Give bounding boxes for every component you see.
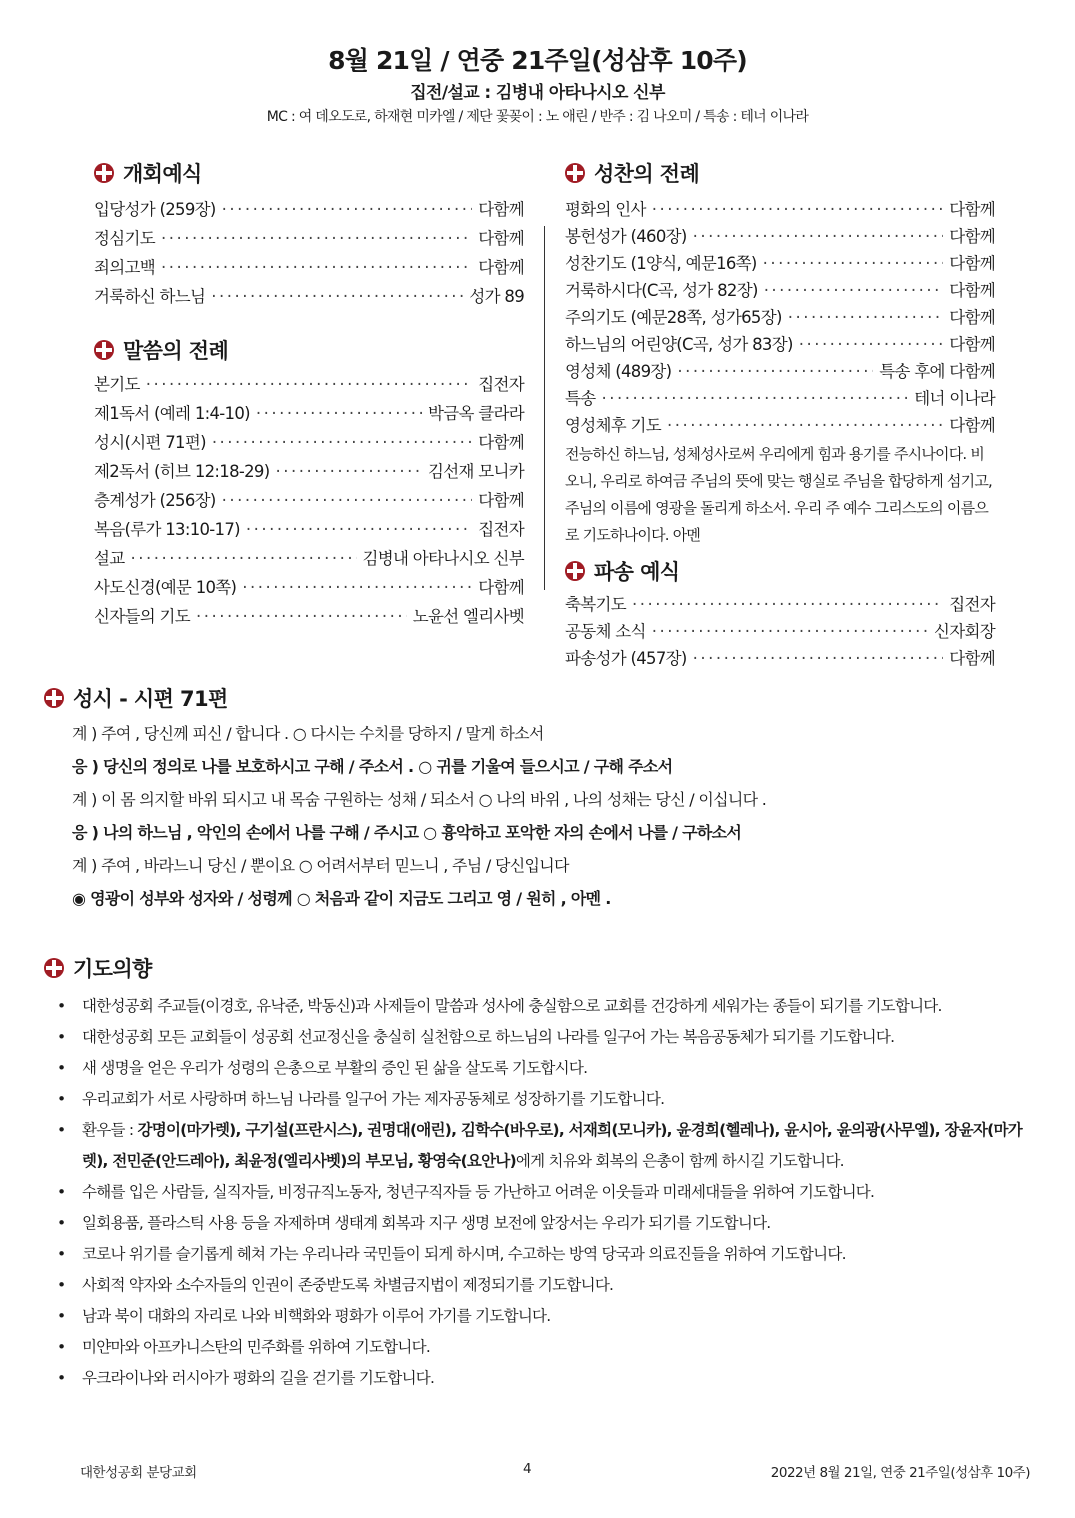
dot-leader [256,399,422,428]
dot-leader [693,645,944,672]
section-heading-dismissal [565,554,995,588]
dot-leader [632,591,943,618]
order-item [94,195,524,224]
order-item [565,385,995,412]
order-item [565,645,995,672]
order-item [565,196,995,223]
dismissal-list [565,591,995,672]
item-label: 영성체후 기도 [565,416,661,435]
dot-leader [788,304,944,331]
item-leader: 다함께 [478,200,524,219]
order-item [94,399,524,428]
item-label: 층계성가 (256장) [94,491,216,510]
prayer-intentions-section [44,951,1034,1394]
order-item [94,428,524,457]
order-item [94,253,524,282]
section-heading-intentions [44,951,1034,985]
dot-leader [212,428,472,457]
item-label: 신자들의 기도 [94,607,190,626]
section-heading-eucharist [565,156,995,190]
psalm-response: 응 ) 당신의 정의로 나를 보호하시고 구해 / 주소서 . ○ 귀를 기울여 들으시고 / 구해 주소서 [72,757,673,776]
item-leader: 다함께 [949,308,995,327]
section-title: 성찬의 전례 [594,162,700,186]
item-label: 거룩하시다(C곡, 성가 82장) [565,281,758,300]
dot-leader [161,253,472,282]
item-label: 파송성가 (457장) [565,649,687,668]
order-item [94,544,524,573]
dot-leader [242,573,472,602]
dot-leader [211,282,463,311]
psalm-doxology: ◉ 영광이 성부와 성자와 / 성령께 ○ 처음과 같이 지금도 그리고 영 / 원히 , 아멘 . [72,889,611,908]
intention-item: • 대한성공회 주교들(이경호, 유낙준, 박동신)과 사제들이 말씀과 성사에 충실함으로 교회를 건강하게 세워가는 종들이 되기를 기도합니다. [44,991,1034,1022]
order-item [565,223,995,250]
order-item [565,277,995,304]
item-leader: 테너 이나라 [914,389,995,408]
item-leader: 집전자 [478,375,524,394]
item-leader: 다함께 [478,578,524,597]
bulletin-header [0,44,1075,128]
footer-church-name: 대한성공회 분당교회 [80,1465,197,1481]
cross-circle-icon [565,163,585,183]
dot-leader [652,618,928,645]
footer-page-number: 4 [523,1461,532,1477]
section-title: 성시 - 시편 71편 [73,687,228,711]
item-label: 설교 [94,549,125,568]
order-item [94,602,524,631]
cross-circle-icon [94,340,114,360]
left-column [94,156,524,631]
order-item [94,370,524,399]
section-heading-psalm [44,681,1034,715]
dot-leader [764,277,944,304]
item-leader: 다함께 [478,433,524,452]
item-label: 정심기도 [94,229,155,248]
section-heading-opening [94,156,524,190]
cross-circle-icon [565,561,585,581]
item-label: 공동체 소식 [565,622,646,641]
dot-leader [652,196,944,223]
order-item [94,515,524,544]
page-subtitle: 집전/설교 : 김병내 아타나시오 신부 [410,83,665,103]
item-label: 입당성가 (259장) [94,200,216,219]
item-label: 본기도 [94,375,140,394]
order-item [565,618,995,645]
dot-leader [222,195,473,224]
item-leader: 다함께 [949,254,995,273]
right-column [565,156,995,672]
item-leader: 다함께 [478,491,524,510]
item-label: 축복기도 [565,595,626,614]
eucharist-list [565,196,995,439]
item-leader: 김선재 모니카 [428,462,524,481]
item-leader: 신자회장 [934,622,995,641]
patients-names: 강명이(마가렛), 구기설(프란시스), 권명대(애린), 김학수(바우로), 서재희(모니카), 윤경희(헬레나), 윤시아, 윤의광(사무엘), 장윤자(마가렛), 전민준(안드레아), 최윤정(엘리사벳)의 부모님, 황영숙(요안나) [82,1121,1022,1170]
intention-item: • 우리교회가 서로 사랑하며 하느님 나라를 일구어 가는 제자공동체로 성장하기를 기도합니다. [44,1084,1034,1115]
intention-item: • 대한성공회 모든 교회들이 성공회 선교정신을 충실히 실천함으로 하느님의 나라를 일구어 가는 복음공동체가 되기를 기도합니다. [44,1022,1034,1053]
intention-item: • 새 생명을 얻은 우리가 성령의 은총으로 부활의 증인 된 삶을 살도록 기도합시다. [44,1053,1034,1084]
order-item [565,331,995,358]
intention-item: • 남과 북이 대화의 자리로 나와 비핵화와 평화가 이루어 가기를 기도합니다. [44,1301,1034,1332]
section-heading-word [94,333,524,367]
intention-item-patients [44,1115,1034,1177]
order-item [94,573,524,602]
item-leader: 집전자 [949,595,995,614]
item-label: 사도신경(예문 10쪽) [94,578,237,597]
order-item [94,457,524,486]
dot-leader [601,385,908,412]
item-label: 복음(루가 13:10-17) [94,520,240,539]
item-label: 평화의 인사 [565,200,646,219]
intentions-list [44,991,1034,1394]
cross-circle-icon [44,958,64,978]
item-label: 영성체 (489장) [565,362,672,381]
item-leader: 다함께 [949,649,995,668]
item-label: 제1독서 (예레 1:4-10) [94,404,250,423]
service-credits: MC : 여 데오도로, 하재현 미카엘 / 제단 꽃꽂이 : 노 애린 / 반주 : 김 나오미 / 특송 : 테너 이나라 [266,109,809,125]
psalm-verse: 계 ) 이 몸 의지할 바위 되시고 내 목숨 구원하는 성채 / 되소서 ○ 나의 바위 , 나의 성채는 당신 / 이십니다 . [72,790,767,809]
section-title: 말씀의 전례 [123,339,229,363]
order-item [565,591,995,618]
item-leader: 다함께 [949,227,995,246]
intention-item: • 우크라이나와 러시아가 평화의 길을 걷기를 기도합니다. [44,1363,1034,1394]
psalm-section [44,681,1034,915]
section-title: 파송 예식 [594,560,680,584]
cross-circle-icon [94,163,114,183]
item-leader: 다함께 [478,258,524,277]
dot-leader [130,544,356,573]
intention-item: • 코로나 위기를 슬기롭게 헤쳐 가는 우리나라 국민들이 되게 하시며, 수고하는 방역 당국과 의료진들을 위하여 기도합니다. [44,1239,1034,1270]
order-item [94,486,524,515]
dot-leader [667,412,943,439]
order-item [565,358,995,385]
item-leader: 다함께 [949,281,995,300]
dot-leader [222,486,473,515]
item-leader: 김병내 아타나시오 신부 [362,549,524,568]
cross-circle-icon [44,688,64,708]
item-label: 특송 [565,389,596,408]
item-label: 성찬기도 (1양식, 예문16쪽) [565,254,757,273]
dot-leader [161,224,472,253]
item-leader: 다함께 [949,335,995,354]
psalm-lines [44,717,1034,915]
item-leader: 다함께 [949,200,995,219]
word-list [94,370,524,631]
dot-leader [146,370,473,399]
column-divider [544,226,545,590]
item-label: 주의기도 (예문28쪽, 성가65장) [565,308,782,327]
footer-date: 2022년 8월 21일, 연중 21주일(성삼후 10주) [770,1465,1030,1481]
item-leader: 박금옥 클라라 [428,404,524,423]
intention-item: • 수해를 입은 사람들, 실직자들, 비정규직노동자, 청년구직자들 등 가난하고 어려운 이웃들과 미래세대들을 위하여 기도합니다. [44,1177,1034,1208]
order-item [565,250,995,277]
dot-leader [275,457,422,486]
intention-item: • 미얀마와 아프카니스탄의 민주화를 위하여 기도합니다. [44,1332,1034,1363]
item-leader: 다함께 [478,229,524,248]
psalm-response: 응 ) 나의 하느님 , 악인의 손에서 나를 구해 / 주시고 ○ 흉악하고 포악한 자의 손에서 나를 / 구하소서 [72,823,742,842]
item-label: 성시(시편 71편) [94,433,206,452]
intention-item: • 사회적 약자와 소수자들의 인권이 존중받도록 차별금지법이 제정되기를 기도합니다. [44,1270,1034,1301]
psalm-verse: 계 ) 주여 , 당신께 피신 / 합니다 . ○ 다시는 수치를 당하지 / 말게 하소서 [72,724,544,743]
dot-leader [196,602,407,631]
item-label: 제2독서 (히브 12:18-29) [94,462,270,481]
opening-list [94,195,524,311]
item-label: 봉헌성가 (460장) [565,227,687,246]
item-leader: 특송 후에 다함께 [879,362,995,381]
section-title: 기도의향 [73,957,152,981]
dot-leader [763,250,944,277]
order-item [94,282,524,311]
intention-item: • 일회용품, 플라스틱 사용 등을 자제하며 생태계 회복과 지구 생명 보전에 앞장서는 우리가 되기를 기도합니다. [44,1208,1034,1239]
patients-suffix: 에게 치유와 회복의 은총이 함께 하시길 기도합니다. [515,1152,844,1170]
item-leader: 성가 89 [469,287,524,306]
dot-leader [246,515,472,544]
post-communion-prayer: 전능하신 하느님, 성체성사로써 우리에게 힘과 용기를 주시나이다. 비오니, 우리로 하여금 주님의 뜻에 맞는 행실로 주님을 합당하게 섬기고, 주님의 이름에 영광을 돌리게 하소서. 우리 주 예수 그리스도의 이름으로 기도하나이다. 아멘 [565,445,992,544]
item-leader: 집전자 [478,520,524,539]
section-title: 개회예식 [123,162,202,186]
patients-prefix: 환우들 : [82,1121,138,1139]
dot-leader [799,331,944,358]
order-item [94,224,524,253]
order-item [565,304,995,331]
item-label: 거룩하신 하느님 [94,287,206,306]
item-leader: 다함께 [949,416,995,435]
dot-leader [677,358,873,385]
item-label: 하느님의 어린양(C곡, 성가 83장) [565,335,793,354]
item-label: 죄의고백 [94,258,155,277]
psalm-verse: 계 ) 주여 , 바라느니 당신 / 뿐이요 ○ 어려서부터 믿느니 , 주님 / 당신입니다 [72,856,569,875]
order-item [565,412,995,439]
dot-leader [693,223,944,250]
page-title: 8월 21일 / 연중 21주일(성삼후 10주) [328,46,747,75]
item-leader: 노윤선 엘리사벳 [412,607,524,626]
